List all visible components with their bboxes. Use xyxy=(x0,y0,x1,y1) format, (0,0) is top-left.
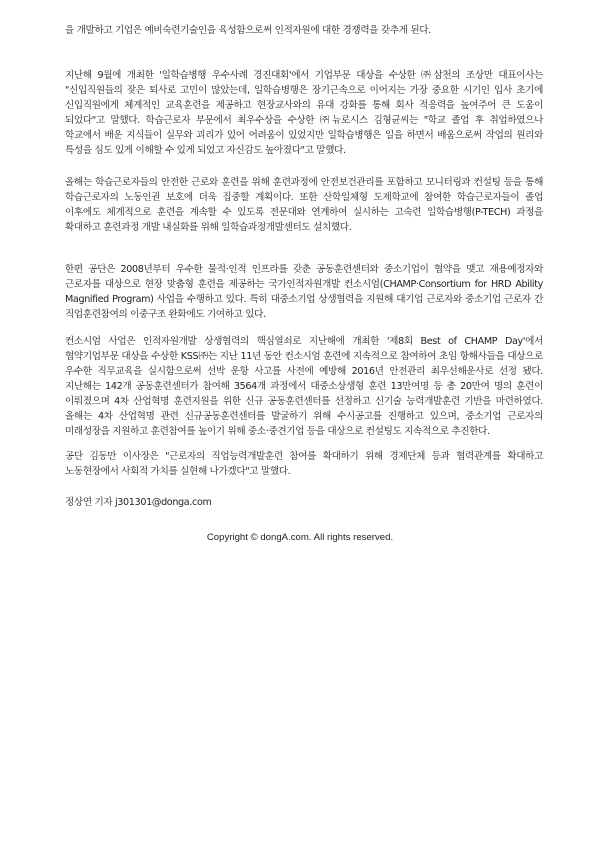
article-paragraph-2: 지난해 9월에 개최한 '일학습병행 우수사례 경진대회'에서 기업부문 대상을 수상한 ㈜삼천의 조상만 대표이사는 "신입직원들의 잦은 퇴사로 고민이 많았는데, 일학습병행은 장기근속으로 이어지는 가장 중요한 시기인 입사 초기에 신입직원에게 체계적인 교육훈련을 제공하고 현장교사와의 유대 강화를 통해 회사 적응력을 높여주어 큰 도움이 되었다"고 말했다. 학습근로자 부문에서 최우수상을 수상한 ㈜뉴로시스 김형균씨는 "학교 졸업 후 취업하였으나 학교에서 배운 지식들이 실무와 괴리가 있어 어려움이 있었지만 일학습병행은 일을 하면서 배움으로써 작업의 원리와 특성을 심도 있게 이해할 수 있게 되었고 자신감도 높아졌다"고 말했다. xyxy=(65,70,543,156)
reporter-byline: 정상연 기자 j301301@donga.com xyxy=(65,497,212,508)
article-paragraph-3: 올해는 학습근로자들의 안전한 근로와 훈련을 위해 훈련과정에 안전보건관리를 포함하고 모니터링과 컨설팅 등을 통해 학습근로자의 노동인권 보호에 더욱 집중할 계획이다. 또한 산학일체형 도제학교에 참여한 학습근로자들이 졸업 이후에도 체계적으로 훈련을 계속할 수 있도록 전문대와 연계하여 실시하는 고숙련 일학습병행(P-TECH) 과정을 확대하고 훈련과정 개발 내실화를 위해 일학습과정개발센터도 설치했다. xyxy=(65,177,543,233)
copyright-notice: Copyright © dongA.com. All rights reserved. xyxy=(206,532,394,543)
article-paragraph-6: 공단 김동만 이사장은 "근로자의 직업능력개발훈련 참여를 확대하기 위해 경제단체 등과 협력관계를 확대하고 노동현장에서 사회적 가치를 실현해 나가겠다"고 말했다. xyxy=(65,451,543,477)
article-paragraph-1: 을 개발하고 기업은 예비숙련기술인을 육성함으로써 인적자원에 대한 경쟁력을 갖추게 된다. xyxy=(65,25,431,36)
article-paragraph-5: 컨소시엄 사업은 인적자원개발 상생협력의 핵심열쇠로 지난해에 개최한 '제8회 Best of CHAMP Day'에서 협약기업부문 대상을 수상한 KSS㈜는 지난 11년 동안 컨소시엄 훈련에 지속적으로 참여하여 초임 항해사들을 대상으로 우수한 직무교육을 실시함으로써 선박 운항 사고를 사전에 예방해 2016년 안전관리 최우선해운사로 선정 됐다. 지난해는 142개 공동훈련센터가 참여해 3564개 과정에서 대중소상생형 훈련 13만여명 등 총 20만여 명의 훈련이 이뤄졌으며 4차 산업혁명 훈련지원을 위한 신규 공동훈련센터를 선정하고 신기술 능력개발훈련 기반을 마련하였다. 올해는 4차 산업혁명 관련 신규공동훈련센터를 발굴하기 위해 수시공고를 진행하고 있으며, 중소기업 근로자의 미래성장을 지원하고 훈련참여를 높이기 위해 중소·중견기업 등을 대상으로 컨설팅도 지속적으로 추진한다. xyxy=(65,336,543,437)
article-paragraph-4: 한편 공단은 2008년부터 우수한 물적·인적 인프라를 갖춘 공동훈련센터와 중소기업이 협약을 맺고 재용예정자와 근로자를 대상으로 현장 맞춤형 훈련을 제공하는 국가인적자원개발 컨소시엄(CHAMP·Consortium for HRD Ability Magnified Program) 사업을 수행하고 있다. 특히 대중소기업 상생협력을 지원해 대기업 근로자와 중소기업 근로자 간 직업훈련참여의 이중구조 완화에도 기여하고 있다. xyxy=(65,264,543,320)
